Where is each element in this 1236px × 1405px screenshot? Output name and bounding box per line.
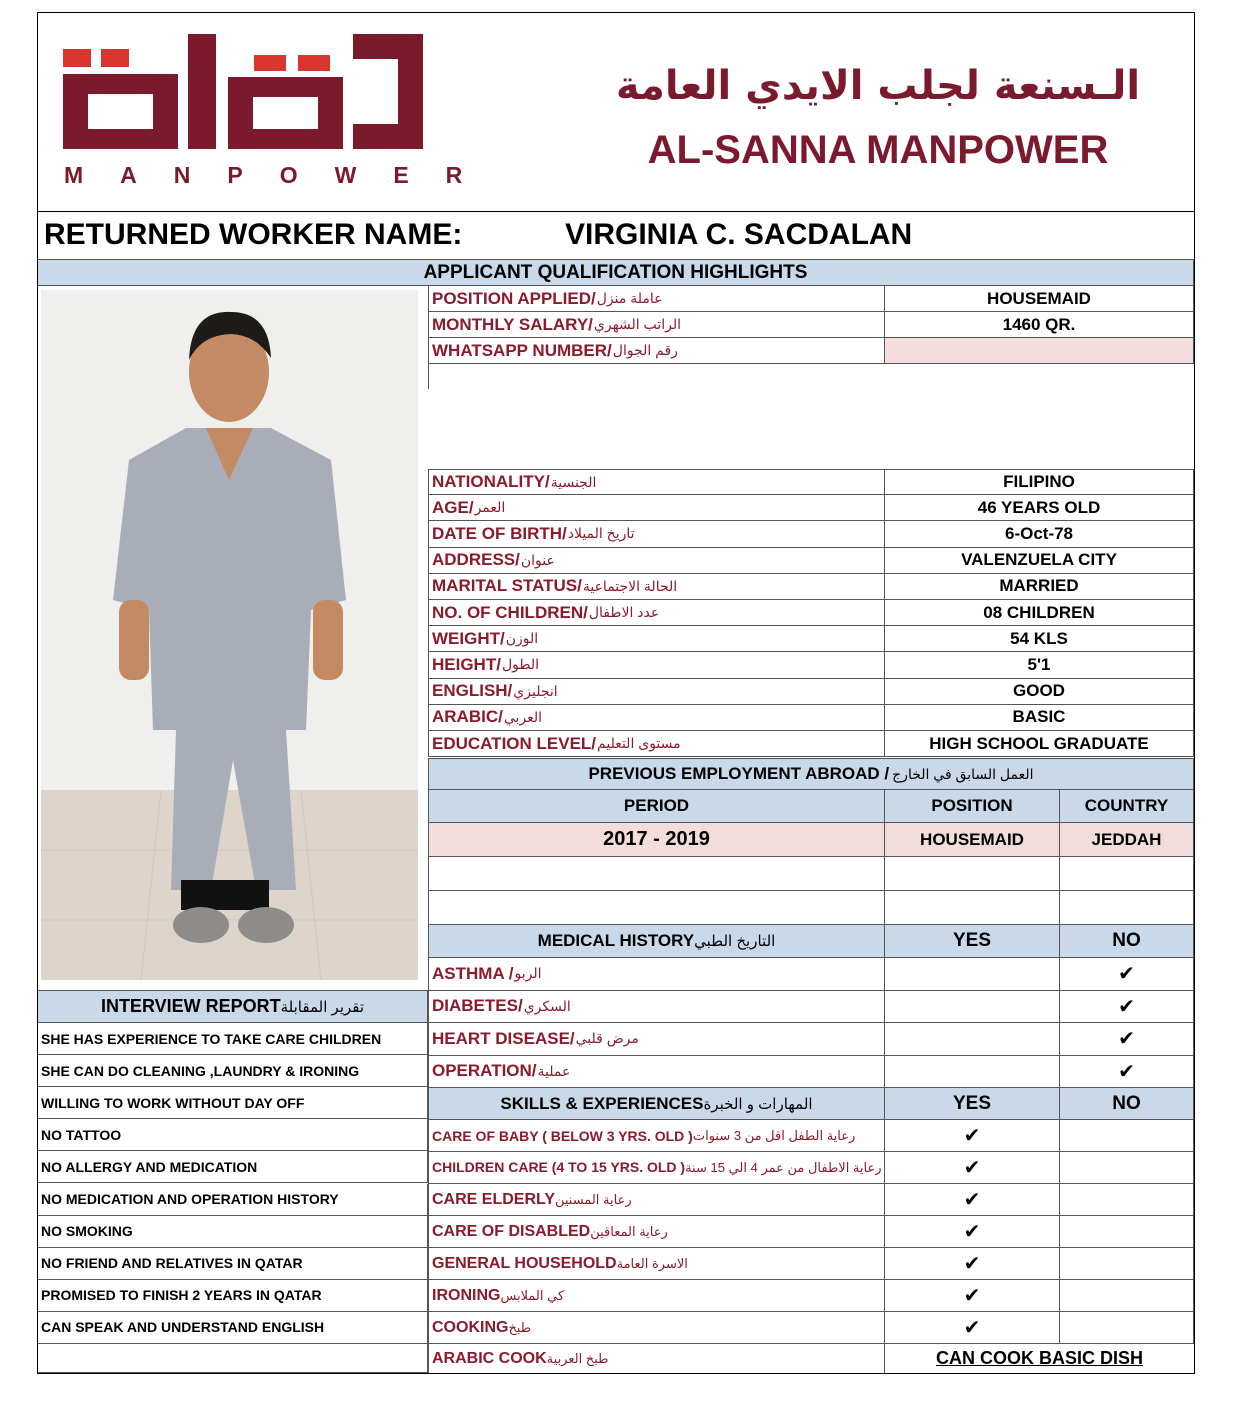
check-icon: ✔: [885, 1248, 1060, 1280]
field-value: 08 CHILDREN: [885, 600, 1194, 626]
employment-empty-row: [885, 857, 1060, 891]
field-label: [428, 286, 885, 312]
col-period: PERIOD: [428, 790, 885, 823]
skill-label-ar: طبخ: [508, 1319, 532, 1335]
field-value: 1460 QR.: [885, 312, 1194, 338]
employment-title: [428, 758, 1194, 790]
field-label: [428, 705, 885, 731]
applicant-photo: [41, 290, 418, 980]
arabic-cook-en: ARABIC COOK: [432, 1349, 547, 1367]
interview-item: PROMISED TO FINISH 2 YEARS IN QATAR: [38, 1280, 428, 1312]
check-icon: ✔: [885, 1184, 1060, 1216]
field-label-en: WHATSAPP NUMBER/: [432, 340, 612, 360]
interview-item: SHE HAS EXPERIENCE TO TAKE CARE CHILDREN: [38, 1023, 428, 1055]
field-label-en: DATE OF BIRTH/: [432, 523, 567, 543]
company-name-arabic: الـسنعة لجلب الايدي العامة: [615, 63, 1141, 109]
interview-item: NO FRIEND AND RELATIVES IN QATAR: [38, 1248, 428, 1280]
col-country: COUNTRY: [1060, 790, 1194, 823]
field-value: 6-Oct-78: [885, 521, 1194, 547]
medical-item: [428, 1056, 885, 1089]
employment-empty-row: [885, 891, 1060, 925]
field-value: 46 YEARS OLD: [885, 495, 1194, 521]
field-label-ar: انجليزي: [513, 682, 558, 699]
field-label-en: WEIGHT/: [432, 628, 505, 648]
employment-country: JEDDAH: [1060, 823, 1194, 857]
medical-yes-cell: [885, 958, 1060, 991]
skill-label-ar: رعاية المسنين: [554, 1191, 632, 1207]
field-label-en: HEIGHT/: [432, 654, 501, 674]
field-label: [428, 469, 885, 495]
medical-yes-cell: [885, 1056, 1060, 1089]
skill-label-en: CHILDREN CARE (4 TO 15 YRS. OLD ): [432, 1159, 686, 1175]
medical-label-ar: السكري: [523, 997, 571, 1014]
check-icon: ✔: [1060, 1056, 1194, 1089]
blank-divider: [428, 364, 429, 389]
check-icon: ✔: [885, 1312, 1060, 1344]
skill-label-ar: رعاية المعاقين: [590, 1223, 668, 1239]
skill-item: [428, 1248, 885, 1280]
check-icon: ✔: [885, 1120, 1060, 1152]
arabic-cook-label: [428, 1344, 885, 1373]
field-value: BASIC: [885, 705, 1194, 731]
skill-label-en: GENERAL HOUSEHOLD: [432, 1254, 617, 1272]
field-label-ar: العمر: [474, 499, 506, 516]
skill-no-cell: [1060, 1248, 1194, 1280]
field-label-ar: الطول: [501, 656, 539, 673]
field-label-ar: عاملة منزل: [596, 290, 663, 306]
field-value: MARRIED: [885, 574, 1194, 600]
skill-label-ar: رعاية الطفل اقل من 3 سنوات: [692, 1127, 856, 1143]
medical-label-ar: عملية: [537, 1062, 571, 1079]
employment-title-en: PREVIOUS EMPLOYMENT ABROAD /: [588, 764, 890, 783]
field-value: GOOD: [885, 679, 1194, 705]
field-label-ar: عنوان: [520, 551, 555, 568]
check-icon: ✔: [1060, 958, 1194, 991]
field-label-en: NO. OF CHILDREN/: [432, 602, 588, 622]
field-value: 54 KLS: [885, 626, 1194, 652]
qualification-title: APPLICANT QUALIFICATION HIGHLIGHTS: [38, 259, 1194, 286]
employment-empty-row: [1060, 857, 1194, 891]
field-label-ar: العربي: [503, 708, 543, 725]
field-label: [428, 521, 885, 547]
employment-period: 2017 - 2019: [428, 823, 885, 857]
field-label-en: EDUCATION LEVEL/: [432, 733, 597, 753]
skill-label-ar: رعاية الاطفال من عمر 4 الي 15 سنة: [685, 1160, 882, 1175]
skill-no-cell: [1060, 1184, 1194, 1216]
field-label-en: MONTHLY SALARY/: [432, 314, 593, 334]
medical-title-ar: التاريخ الطبي: [694, 933, 776, 950]
medical-no: NO: [1060, 925, 1194, 958]
skill-label-en: CARE OF BABY ( BELOW 3 YRS. OLD ): [432, 1127, 693, 1144]
skill-label-en: CARE ELDERLY: [432, 1190, 555, 1208]
skill-no-cell: [1060, 1152, 1194, 1184]
skill-item: [428, 1152, 885, 1184]
interview-title-ar: تقرير المقابلة: [280, 998, 365, 1016]
medical-label-ar: مرض قلبي: [575, 1030, 639, 1047]
field-label-en: AGE/: [432, 497, 474, 517]
field-label-ar: الراتب الشهري: [593, 316, 681, 332]
skill-label-en: CARE OF DISABLED: [432, 1222, 591, 1240]
field-value: HIGH SCHOOL GRADUATE: [885, 731, 1194, 757]
skill-item: [428, 1184, 885, 1216]
field-value: HOUSEMAID: [885, 286, 1194, 312]
medical-item: [428, 958, 885, 991]
field-label: [428, 312, 885, 338]
interview-item: SHE CAN DO CLEANING ,LAUNDRY & IRONING: [38, 1055, 428, 1087]
field-label-en: ENGLISH/: [432, 681, 513, 701]
skill-label-ar: كي الملابس: [500, 1287, 565, 1303]
field-value: [885, 338, 1194, 364]
arabic-cook-value: CAN COOK BASIC DISH: [935, 1348, 1143, 1368]
medical-label-en: ASTHMA /: [432, 963, 514, 983]
field-label-ar: عدد الاطفال: [588, 604, 660, 621]
medical-title-en: MEDICAL HISTORY: [537, 931, 695, 950]
field-label-ar: تاريخ الميلاد: [567, 525, 635, 542]
check-icon: ✔: [1060, 991, 1194, 1024]
field-value: FILIPINO: [885, 469, 1194, 495]
medical-item: [428, 991, 885, 1024]
interview-item: NO MEDICATION AND OPERATION HISTORY: [38, 1184, 428, 1216]
medical-label-en: DIABETES/: [432, 996, 523, 1016]
medical-yes: YES: [885, 925, 1060, 958]
medical-label-en: HEART DISEASE/: [432, 1028, 575, 1048]
field-label-ar: رقم الجوال: [612, 342, 678, 358]
field-value: VALENZUELA CITY: [885, 548, 1194, 574]
field-label-en: NATIONALITY/: [432, 472, 550, 492]
field-label-ar: الوزن: [505, 630, 539, 647]
field-label: [428, 731, 885, 757]
field-label: [428, 600, 885, 626]
field-label-ar: مستوى التعليم: [597, 735, 681, 752]
worker-name-value: VIRGINIA C. SACDALAN: [565, 218, 913, 251]
interview-title-en: INTERVIEW REPORT: [100, 996, 281, 1016]
field-label: [428, 548, 885, 574]
medical-yes-cell: [885, 991, 1060, 1024]
skill-item: [428, 1216, 885, 1248]
field-label-en: POSITION APPLIED/: [432, 288, 596, 308]
field-value: 5'1: [885, 652, 1194, 678]
worker-name-label: RETURNED WORKER NAME:: [44, 218, 463, 251]
field-label: [428, 626, 885, 652]
skill-no-cell: [1060, 1216, 1194, 1248]
skills-no: NO: [1060, 1088, 1194, 1120]
skill-no-cell: [1060, 1120, 1194, 1152]
check-icon: ✔: [885, 1216, 1060, 1248]
photo-illustration: [41, 290, 418, 980]
medical-label-en: OPERATION/: [432, 1061, 537, 1081]
employment-empty-row: [1060, 891, 1194, 925]
skill-item: [428, 1312, 885, 1344]
medical-item: [428, 1023, 885, 1056]
field-label-en: MARITAL STATUS/: [432, 576, 582, 596]
worker-name-row: [38, 211, 1194, 259]
col-position: POSITION: [885, 790, 1060, 823]
field-label-ar: الجنسية: [550, 473, 597, 490]
check-icon: ✔: [885, 1280, 1060, 1312]
logo-graphic: [58, 29, 428, 154]
check-icon: ✔: [885, 1152, 1060, 1184]
logo-manpower-text: MANPOWER: [64, 162, 500, 188]
skill-no-cell: [1060, 1280, 1194, 1312]
skill-label-en: IRONING: [432, 1286, 501, 1304]
skills-title-en: SKILLS & EXPERIENCES: [500, 1093, 704, 1113]
skill-item: [428, 1120, 885, 1152]
field-label-ar: الحالة الاجتماعية: [582, 577, 678, 594]
company-name-english: AL-SANNA MANPOWER: [647, 128, 1109, 172]
field-label: [428, 679, 885, 705]
employment-position: HOUSEMAID: [885, 823, 1060, 857]
employment-title-ar: العمل السابق في الخارج: [892, 765, 1034, 782]
skill-item: [428, 1280, 885, 1312]
cv-sheet: [37, 12, 1195, 1374]
interview-item: CAN SPEAK AND UNDERSTAND ENGLISH: [38, 1312, 428, 1344]
interview-item: NO TATTOO: [38, 1119, 428, 1151]
medical-yes-cell: [885, 1023, 1060, 1056]
interview-item: NO SMOKING: [38, 1216, 428, 1248]
field-label: [428, 338, 885, 364]
skill-label-en: COOKING: [432, 1318, 509, 1336]
company-logo: [58, 29, 500, 189]
skills-title: [428, 1088, 885, 1120]
interview-empty-row: [38, 1344, 428, 1373]
interview-item: NO ALLERGY AND MEDICATION: [38, 1151, 428, 1183]
medical-title: [428, 925, 885, 958]
skills-title-ar: المهارات و الخبرة: [703, 1095, 813, 1113]
skills-yes: YES: [885, 1088, 1060, 1120]
field-label-en: ADDRESS/: [432, 550, 520, 570]
employment-empty-row: [428, 891, 885, 925]
skill-no-cell: [1060, 1312, 1194, 1344]
field-label: [428, 574, 885, 600]
arabic-cook-ar: طبخ العربية: [546, 1350, 609, 1366]
skill-label-ar: الاسرة العامة: [616, 1255, 688, 1271]
interview-item: WILLING TO WORK WITHOUT DAY OFF: [38, 1087, 428, 1119]
employment-empty-row: [428, 857, 885, 891]
field-label-en: ARABIC/: [432, 707, 503, 727]
interview-title: [38, 990, 428, 1023]
field-label: [428, 652, 885, 678]
check-icon: ✔: [1060, 1023, 1194, 1056]
medical-label-ar: الربو: [514, 965, 542, 982]
field-label: [428, 495, 885, 521]
